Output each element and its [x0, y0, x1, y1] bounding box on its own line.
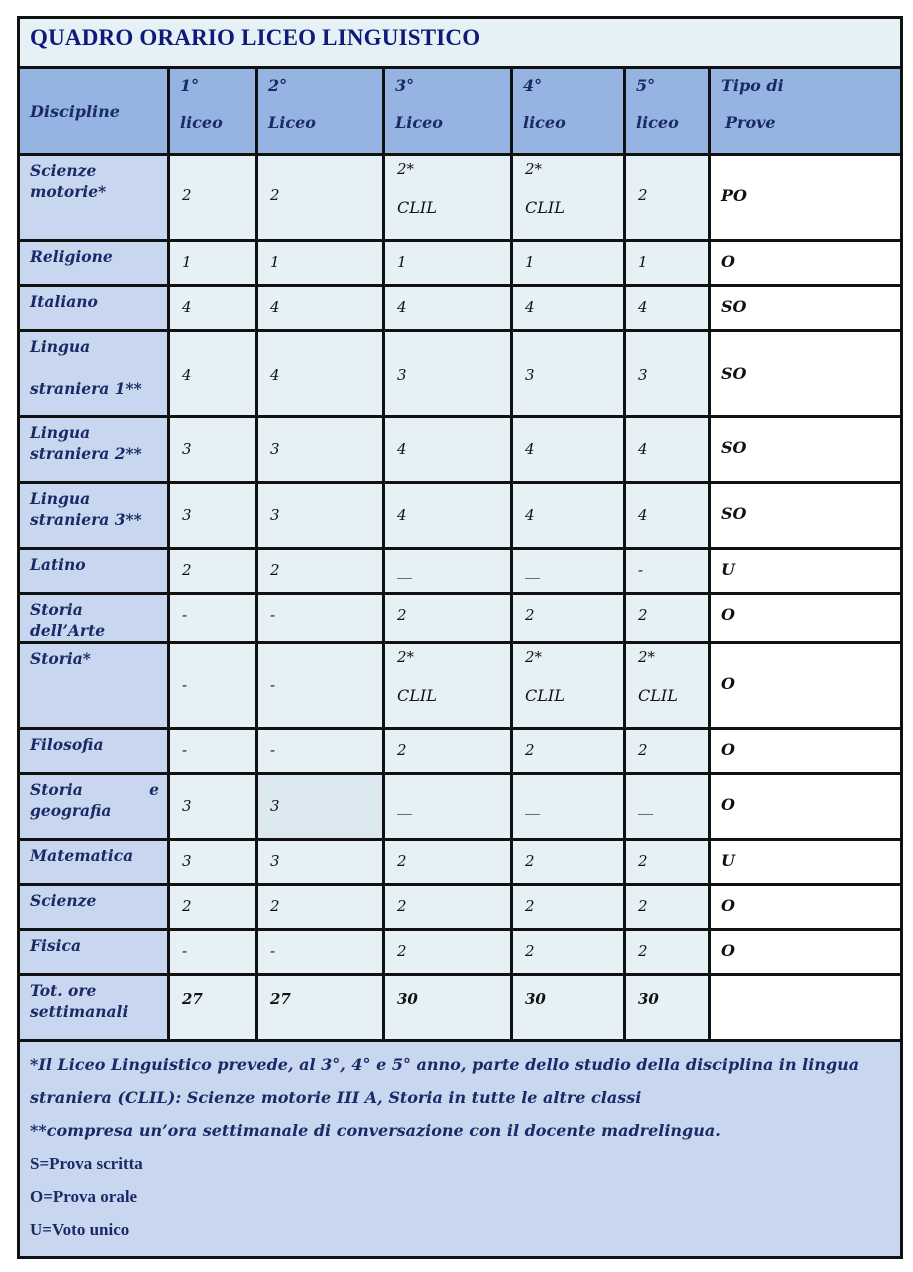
hours-value: 2	[270, 561, 280, 579]
discipline-cell	[19, 774, 169, 840]
note-clil: *Il Liceo Linguistico prevede, al 3°, 4° e 5° anno, parte dello studio della disciplina in lingua straniera (CLIL): Scienze motorie III A, Storia in tutte le altre classi	[30, 1055, 860, 1107]
hours-value: 2	[638, 852, 648, 870]
hours-value: 4	[638, 506, 648, 524]
hours-cell-year-1	[169, 549, 257, 594]
hours-value: 2	[638, 186, 648, 204]
hours-value: 4	[638, 440, 648, 458]
tipo-prove-cell	[710, 930, 902, 975]
hours-value: -	[270, 676, 276, 694]
hours-cell-year-2	[257, 729, 384, 774]
hours-cell-year-4	[512, 331, 625, 417]
hours-cell-year-3	[384, 417, 512, 483]
legend-voto-unico: U=Voto unico	[30, 1220, 130, 1239]
hours-value: 2*	[525, 648, 543, 666]
table-row	[19, 643, 902, 729]
hours-cell-year-5	[625, 241, 710, 286]
hours-cell-year-3	[384, 331, 512, 417]
hours-cell-year-4	[512, 549, 625, 594]
hours-cell-year-2	[257, 594, 384, 643]
hours-cell-year-2	[257, 930, 384, 975]
hours-value: 2	[397, 942, 407, 960]
hours-cell-year-1	[169, 975, 257, 1041]
hours-cell-year-3	[384, 840, 512, 885]
table-row	[19, 417, 902, 483]
hours-cell-year-3	[384, 930, 512, 975]
hours-value: 4	[182, 298, 192, 316]
tipo-prove-value: O	[721, 252, 735, 271]
hours-value: 30	[525, 990, 546, 1008]
hours-value: 2	[182, 186, 192, 204]
hours-value: 4	[397, 298, 407, 316]
tipo-prove-cell	[710, 594, 902, 643]
table-row	[19, 774, 902, 840]
discipline-cell	[19, 729, 169, 774]
hours-cell-year-4	[512, 286, 625, 331]
hours-value: -	[182, 942, 188, 960]
hours-value: 2*	[397, 160, 415, 178]
hours-value: 2*	[397, 648, 415, 666]
hours-value: 30	[638, 990, 659, 1008]
tipo-prove-cell	[710, 729, 902, 774]
hours-cell-year-1	[169, 840, 257, 885]
hours-cell-year-2	[257, 549, 384, 594]
discipline-name: Scienze motorie*	[30, 161, 107, 201]
table-row	[19, 840, 902, 885]
hours-value: -	[270, 606, 276, 624]
hours-cell-year-5	[625, 155, 710, 241]
hours-cell-year-2	[257, 331, 384, 417]
tipo-prove-value: O	[721, 896, 735, 915]
header-year-4: 4° liceo	[512, 68, 625, 155]
tipo-prove-cell	[710, 331, 902, 417]
tipo-prove-value: U	[721, 560, 735, 579]
hours-value: 2	[397, 897, 407, 915]
hours-cell-year-1	[169, 286, 257, 331]
hours-cell-year-1	[169, 594, 257, 643]
tipo-prove-cell	[710, 286, 902, 331]
discipline-cell	[19, 840, 169, 885]
hours-cell-year-2	[257, 643, 384, 729]
hours-cell-year-5	[625, 885, 710, 930]
header-tipo-prove: Tipo di Prove	[710, 68, 902, 155]
timetable	[17, 16, 903, 1259]
hours-cell-year-4	[512, 885, 625, 930]
hours-cell-year-4	[512, 975, 625, 1041]
discipline-name: Italiano	[30, 292, 98, 311]
tipo-prove-cell	[710, 241, 902, 286]
hours-cell-year-1	[169, 417, 257, 483]
hours-value: 3	[270, 506, 280, 524]
hours-cell-year-5	[625, 774, 710, 840]
hours-cell-year-5	[625, 840, 710, 885]
discipline-cell	[19, 331, 169, 417]
hours-value: 3	[182, 852, 192, 870]
hours-value: 4	[397, 440, 407, 458]
hours-cell-year-3	[384, 975, 512, 1041]
hours-cell-year-5	[625, 483, 710, 549]
hours-value: __	[525, 561, 540, 579]
hours-value: 2	[397, 741, 407, 759]
clil-label: CLIL	[525, 686, 565, 705]
tipo-prove-value: SO	[721, 297, 747, 316]
clil-label: CLIL	[397, 198, 437, 217]
hours-value: 27	[270, 990, 291, 1008]
hours-cell-year-1	[169, 885, 257, 930]
hours-cell-year-5	[625, 549, 710, 594]
legend-scritta: S=Prova scritta	[30, 1154, 143, 1173]
discipline-name-line2: straniera 1**	[30, 379, 142, 398]
table-row	[19, 729, 902, 774]
discipline-cell	[19, 417, 169, 483]
hours-value: 2	[525, 852, 535, 870]
tipo-prove-cell	[710, 885, 902, 930]
hours-cell-year-1	[169, 483, 257, 549]
table-row	[19, 930, 902, 975]
tipo-prove-cell	[710, 643, 902, 729]
discipline-name: Scienze	[30, 891, 97, 910]
hours-value: 2	[397, 852, 407, 870]
hours-value: 30	[397, 990, 418, 1008]
hours-value: 3	[270, 440, 280, 458]
hours-value: 1	[182, 253, 192, 271]
hours-value: 1	[525, 253, 535, 271]
hours-cell-year-4	[512, 930, 625, 975]
hours-cell-year-2	[257, 885, 384, 930]
hours-value: -	[182, 606, 188, 624]
hours-value: -	[182, 741, 188, 759]
discipline-name: Religione	[30, 247, 113, 266]
hours-cell-year-4	[512, 241, 625, 286]
discipline-name: Storia dell’Arte	[30, 600, 106, 640]
hours-cell-year-5	[625, 930, 710, 975]
hours-cell-year-3	[384, 241, 512, 286]
hours-cell-year-3	[384, 774, 512, 840]
hours-value: 2	[182, 561, 192, 579]
hours-cell-year-1	[169, 643, 257, 729]
hours-value: __	[525, 797, 540, 815]
hours-cell-year-5	[625, 594, 710, 643]
tipo-prove-value: O	[721, 674, 735, 693]
discipline-cell	[19, 885, 169, 930]
discipline-name: Filosofia	[30, 735, 104, 754]
header-year-1: 1° liceo	[169, 68, 257, 155]
tipo-prove-value: SO	[721, 504, 747, 523]
discipline-cell	[19, 549, 169, 594]
discipline-name: Lingua straniera 2**	[30, 423, 142, 463]
hours-value: 3	[270, 852, 280, 870]
hours-value: 2	[525, 741, 535, 759]
hours-value: 1	[270, 253, 280, 271]
hours-cell-year-3	[384, 885, 512, 930]
hours-cell-year-5	[625, 417, 710, 483]
hours-cell-year-4	[512, 417, 625, 483]
hours-cell-year-4	[512, 594, 625, 643]
tipo-prove-value: O	[721, 941, 735, 960]
hours-value: 2	[638, 741, 648, 759]
hours-cell-year-1	[169, 331, 257, 417]
hours-value: 3	[270, 797, 280, 815]
clil-label: CLIL	[525, 198, 565, 217]
hours-value: 4	[525, 506, 535, 524]
hours-value: 2	[638, 606, 648, 624]
tipo-prove-cell	[710, 975, 902, 1041]
hours-value: 1	[638, 253, 648, 271]
hours-value: 2*	[525, 160, 543, 178]
hours-cell-year-4	[512, 774, 625, 840]
hours-value: 2	[182, 897, 192, 915]
hours-cell-year-2	[257, 155, 384, 241]
header-discipline: Discipline	[19, 68, 169, 155]
discipline-name: Fisica	[30, 936, 81, 955]
hours-value: 4	[397, 506, 407, 524]
hours-cell-year-3	[384, 643, 512, 729]
tipo-prove-value: O	[721, 740, 735, 759]
header-year-3: 3° Liceo	[384, 68, 512, 155]
hours-value: -	[182, 676, 188, 694]
table-row	[19, 483, 902, 549]
table-row	[19, 594, 902, 643]
hours-cell-year-2	[257, 483, 384, 549]
discipline-name: Lingua	[30, 337, 91, 356]
discipline-cell	[19, 643, 169, 729]
hours-value: 2	[270, 186, 280, 204]
hours-value: 2	[525, 897, 535, 915]
hours-value: 27	[182, 990, 203, 1008]
hours-value: __	[397, 797, 412, 815]
document-title: QUADRO ORARIO LICEO LINGUISTICO	[30, 25, 481, 50]
legend-orale: O=Prova orale	[30, 1187, 138, 1206]
clil-label: CLIL	[638, 686, 678, 705]
discipline-name: Storia e geografia	[30, 780, 159, 820]
hours-cell-year-1	[169, 774, 257, 840]
hours-value: 2	[270, 897, 280, 915]
tipo-prove-value: SO	[721, 438, 747, 457]
title-cell	[19, 18, 902, 68]
hours-value: 3	[182, 797, 192, 815]
header-row	[19, 68, 902, 155]
hours-cell-year-4	[512, 483, 625, 549]
hours-value: -	[638, 561, 644, 579]
hours-cell-year-2	[257, 286, 384, 331]
hours-cell-year-4	[512, 840, 625, 885]
discipline-cell	[19, 594, 169, 643]
hours-cell-year-3	[384, 549, 512, 594]
clil-label: CLIL	[397, 686, 437, 705]
hours-cell-year-1	[169, 729, 257, 774]
tipo-prove-value: O	[721, 605, 735, 624]
table-row	[19, 885, 902, 930]
tipo-prove-cell	[710, 549, 902, 594]
discipline-cell	[19, 975, 169, 1041]
hours-value: __	[397, 561, 412, 579]
discipline-cell	[19, 155, 169, 241]
hours-value: 4	[525, 440, 535, 458]
hours-value: 4	[525, 298, 535, 316]
hours-cell-year-2	[257, 417, 384, 483]
header-year-5: 5° liceo	[625, 68, 710, 155]
hours-cell-year-2	[257, 241, 384, 286]
header-year-2: 2° Liceo	[257, 68, 384, 155]
table-row	[19, 155, 902, 241]
discipline-cell	[19, 930, 169, 975]
table-row	[19, 975, 902, 1041]
hours-cell-year-5	[625, 729, 710, 774]
hours-cell-year-4	[512, 729, 625, 774]
hours-cell-year-2	[257, 975, 384, 1041]
hours-value: -	[270, 942, 276, 960]
tipo-prove-cell	[710, 417, 902, 483]
hours-value: 3	[638, 366, 648, 384]
hours-cell-year-3	[384, 594, 512, 643]
notes-box	[19, 1041, 902, 1258]
hours-cell-year-1	[169, 155, 257, 241]
tipo-prove-value: SO	[721, 364, 747, 383]
hours-value: 3	[397, 366, 407, 384]
tipo-prove-cell	[710, 483, 902, 549]
tipo-prove-value: PO	[721, 186, 747, 205]
hours-value: 3	[182, 506, 192, 524]
hours-cell-year-5	[625, 331, 710, 417]
table-row	[19, 286, 902, 331]
hours-cell-year-5	[625, 643, 710, 729]
table-row	[19, 331, 902, 417]
hours-value: 4	[638, 298, 648, 316]
hours-cell-year-3	[384, 483, 512, 549]
hours-value: __	[638, 797, 653, 815]
tipo-prove-value: U	[721, 851, 735, 870]
hours-cell-year-3	[384, 155, 512, 241]
tipo-prove-cell	[710, 774, 902, 840]
table-row	[19, 549, 902, 594]
discipline-name: Latino	[30, 555, 86, 574]
hours-value: 4	[182, 366, 192, 384]
table-row	[19, 241, 902, 286]
hours-value: 2*	[638, 648, 656, 666]
hours-cell-year-2	[257, 774, 384, 840]
timetable-document	[17, 16, 900, 1259]
tipo-prove-cell	[710, 840, 902, 885]
hours-value: 2	[638, 897, 648, 915]
hours-cell-year-5	[625, 975, 710, 1041]
hours-cell-year-4	[512, 643, 625, 729]
hours-value: 2	[638, 942, 648, 960]
discipline-cell	[19, 286, 169, 331]
hours-value: 3	[525, 366, 535, 384]
hours-value: 4	[270, 366, 280, 384]
hours-cell-year-2	[257, 840, 384, 885]
hours-value: -	[270, 741, 276, 759]
hours-cell-year-3	[384, 286, 512, 331]
hours-cell-year-1	[169, 930, 257, 975]
hours-cell-year-5	[625, 286, 710, 331]
note-conversazione: **compresa un’ora settimanale di conversazione con il docente madrelingua.	[30, 1121, 721, 1140]
tipo-prove-value: O	[721, 795, 735, 814]
hours-cell-year-4	[512, 155, 625, 241]
hours-value: 4	[270, 298, 280, 316]
hours-cell-year-3	[384, 729, 512, 774]
discipline-cell	[19, 483, 169, 549]
hours-value: 2	[525, 606, 535, 624]
discipline-name: Tot. ore settimanali	[30, 981, 129, 1021]
hours-value: 3	[182, 440, 192, 458]
hours-cell-year-1	[169, 241, 257, 286]
discipline-name: Lingua straniera 3**	[30, 489, 142, 529]
hours-value: 2	[397, 606, 407, 624]
discipline-name: Storia*	[30, 649, 91, 668]
discipline-name: Matematica	[30, 846, 134, 865]
tipo-prove-cell	[710, 155, 902, 241]
discipline-cell	[19, 241, 169, 286]
hours-value: 2	[525, 942, 535, 960]
hours-value: 1	[397, 253, 407, 271]
